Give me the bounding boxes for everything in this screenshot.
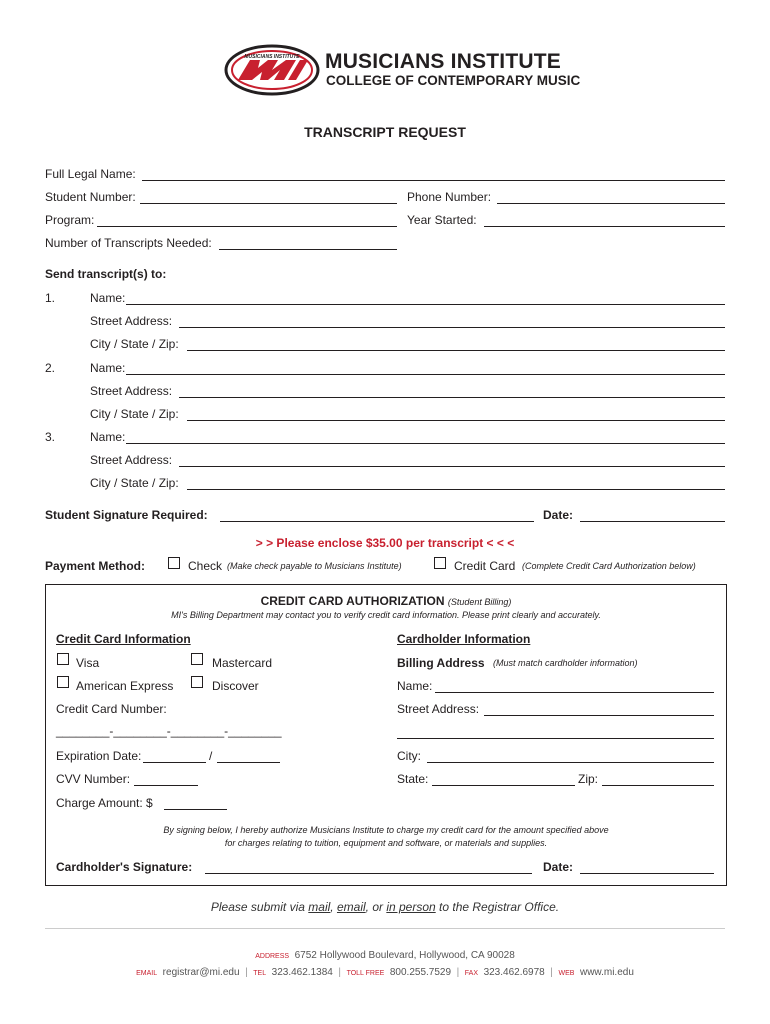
phone-number-label: Phone Number: [407,190,492,204]
page-title: TRANSCRIPT REQUEST [304,124,466,140]
address-value: 6752 Hollywood Boulevard, Hollywood, CA 90028 [294,950,515,961]
recipient-3-city-label: City / State / Zip: [90,476,179,490]
cardholder-street-label: Street Address: [397,702,480,716]
web-label: WEB [558,970,575,977]
logo-wordmark: MUSICIANS INSTITUTE [244,54,300,60]
submit-pre: Please submit via [210,900,309,914]
recipient-1-street-label: Street Address: [90,314,173,328]
institute-name: MUSICIANS INSTITUTE [325,50,561,73]
payment-method-label: Payment Method: [45,559,146,573]
visa-checkbox[interactable] [57,653,69,665]
expiration-year-field[interactable] [217,762,280,763]
billing-address-note: (Must match cardholder information) [493,658,638,668]
cc-title: CREDIT CARD AUTHORIZATION [260,594,445,608]
discover-label: Discover [212,679,259,693]
recipient-1-street-field[interactable] [179,327,725,328]
cardholder-state-label: State: [397,772,429,786]
student-number-label: Student Number: [45,190,136,204]
fax-label: FAX [464,970,478,977]
recipient-3-name-field[interactable] [126,443,725,444]
check-checkbox[interactable] [168,557,180,569]
recipient-2-name-label: Name: [90,361,126,375]
tollfree-value: 800.255.7529 [389,967,452,978]
amex-label: American Express [76,679,174,693]
footer-separator-4: | [550,967,553,978]
send-to-heading: Send transcript(s) to: [45,267,167,281]
submit-mail: mail [308,900,331,914]
num-transcripts-field[interactable] [219,249,397,250]
year-started-label: Year Started: [407,213,477,227]
student-number-field[interactable] [140,203,397,204]
check-label: Check [188,559,223,573]
student-date-label: Date: [543,508,574,522]
mi-logo [224,44,320,96]
recipient-2-street-field[interactable] [179,397,725,398]
num-transcripts-label: Number of Transcripts Needed: [45,236,212,250]
tel-value: 323.462.1384 [271,967,333,978]
institute-subtitle: COLLEGE OF CONTEMPORARY MUSIC [326,73,581,88]
amex-checkbox[interactable] [57,676,69,688]
cardholder-signature-label: Cardholder's Signature: [56,860,193,874]
billing-address-label: Billing Address [397,656,485,670]
cvv-field[interactable] [134,785,198,786]
cardholder-name-field[interactable] [435,692,714,693]
footer-separator-1: | [245,967,248,978]
cardholder-state-field[interactable] [432,785,575,786]
visa-label: Visa [76,656,100,670]
tel-label: TEL [253,970,267,977]
authorization-text-1: By signing below, I hereby authorize Musicians Institute to charge my credit card for the amount specified above [163,825,609,835]
submit-email: email [336,900,366,914]
charge-amount-label: Charge Amount: $ [56,796,153,810]
address-label: ADDRESS [255,953,290,960]
phone-number-field[interactable] [497,203,725,204]
credit-card-checkbox[interactable] [434,557,446,569]
cardholder-street-field-2[interactable] [397,738,714,739]
recipient-3-city-field[interactable] [187,489,725,490]
cardholder-street-field[interactable] [484,715,714,716]
recipient-1-name-label: Name: [90,291,126,305]
full-legal-name-field[interactable] [142,180,725,181]
cc-number-field[interactable]: ________-________-________-________ [56,724,282,738]
student-signature-label: Student Signature Required: [45,508,208,522]
cardholder-date-label: Date: [543,860,574,874]
footer-address-row [0,950,770,961]
cc-info-header: Credit Card Information [56,632,191,646]
full-legal-name-label: Full Legal Name: [45,167,136,181]
expiration-label: Expiration Date: [56,749,142,763]
email-link[interactable]: registrar@mi.edu [162,967,240,978]
tollfree-label: TOLL FREE [346,970,385,977]
authorization-text-2: for charges relating to tuition, equipment and software, or materials and supplies. [224,838,548,848]
cardholder-signature-field[interactable] [205,873,532,874]
submit-sep-1: , [330,900,337,914]
recipient-3-street-label: Street Address: [90,453,173,467]
recipient-1-name-field[interactable] [126,304,725,305]
cardholder-date-field[interactable] [580,873,714,874]
program-field[interactable] [97,226,397,227]
email-label: EMAIL [136,970,158,977]
footer-separator-3: | [456,967,460,978]
fax-value: 323.462.6978 [483,967,545,978]
recipient-1-city-field[interactable] [187,350,725,351]
recipient-1-city-label: City / State / Zip: [90,337,179,351]
recipient-3-street-field[interactable] [179,466,725,467]
cardholder-info-header: Cardholder Information [397,632,531,646]
recipient-1-number: 1. [45,291,56,305]
check-note: (Make check payable to Musicians Institute) [227,561,402,571]
submit-in-person: in person [386,900,436,914]
cc-title-row [45,594,727,608]
enclose-fee-notice: > > Please enclose $35.00 per transcript < < < [255,536,515,550]
mastercard-label: Mastercard [212,656,273,670]
cvv-label: CVV Number: [56,772,131,786]
student-date-field[interactable] [580,521,725,522]
recipient-2-street-label: Street Address: [90,384,173,398]
recipient-2-name-field[interactable] [126,374,725,375]
discover-checkbox[interactable] [191,676,203,688]
footer-separator-2: | [338,967,341,978]
charge-amount-field[interactable] [164,809,227,810]
cardholder-zip-label: Zip: [578,772,599,786]
submit-post: to the Registrar Office. [435,900,560,914]
cc-number-label: Credit Card Number: [56,702,167,716]
footer-contact-row [0,967,770,978]
submit-sep-2: , or [365,900,387,914]
cardholder-city-field[interactable] [427,762,714,763]
web-link[interactable]: www.mi.edu [579,967,634,978]
program-label: Program: [45,213,95,227]
recipient-2-city-label: City / State / Zip: [90,407,179,421]
recipient-3-number: 3. [45,430,56,444]
expiration-month-field[interactable] [143,762,206,763]
cardholder-city-label: City: [397,749,421,763]
cardholder-name-label: Name: [397,679,433,693]
expiration-slash: / [209,749,213,763]
student-signature-field[interactable] [220,521,534,522]
recipient-3-name-label: Name: [90,430,126,444]
mastercard-checkbox[interactable] [191,653,203,665]
recipient-2-number: 2. [45,361,56,375]
cc-subtitle: MI's Billing Department may contact you to verify credit card information. Please print clearly and accurately. [171,610,601,620]
credit-card-label: Credit Card [454,559,516,573]
cc-title-note: (Student Billing) [447,597,512,607]
cardholder-zip-field[interactable] [602,785,714,786]
footer-divider [45,928,725,929]
submit-instructions [0,900,770,914]
year-started-field[interactable] [484,226,725,227]
recipient-2-city-field[interactable] [187,420,725,421]
credit-card-note: (Complete Credit Card Authorization below) [522,561,696,571]
